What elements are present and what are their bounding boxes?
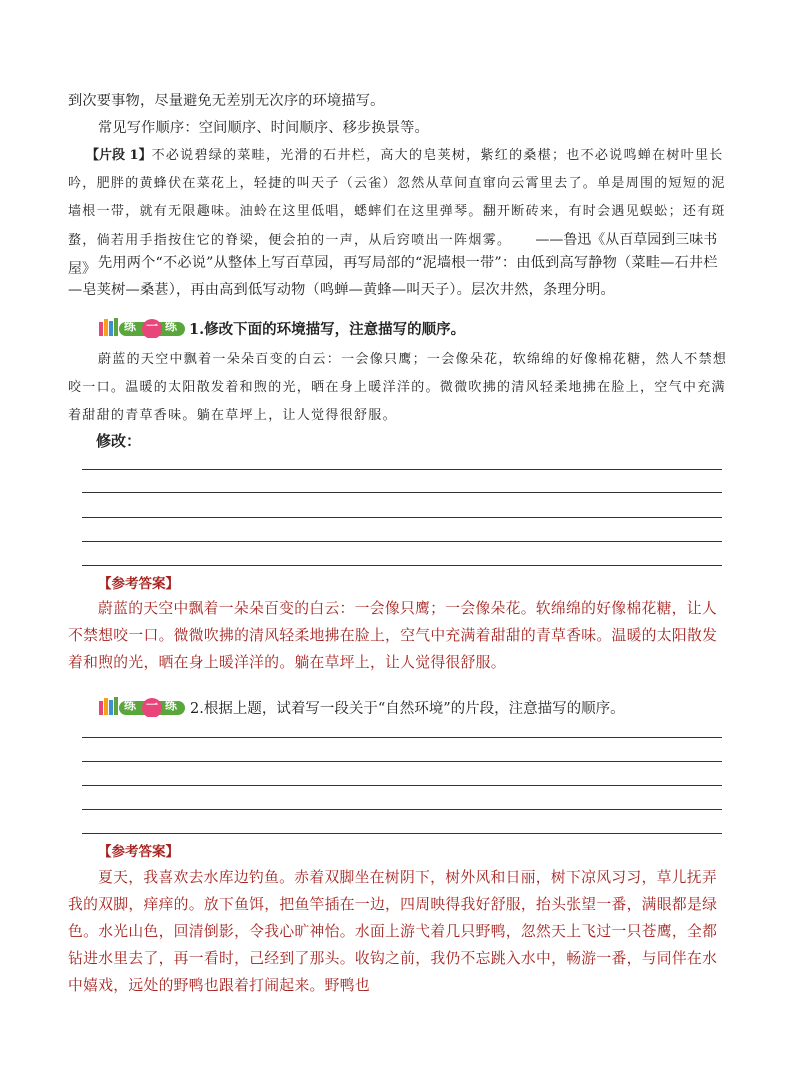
practice-badge: [97, 316, 185, 336]
fragment-label: 【片段 1】: [86, 148, 152, 163]
answer-line[interactable]: [82, 737, 722, 738]
badge-text-2: 一: [146, 698, 159, 712]
fragment-source: ——鲁迅《从百草园到三味书屋》: [68, 232, 718, 277]
answer-1-title: 【参考答案】: [98, 576, 179, 592]
intro-line-1: 到次要事物，尽量避免无差别无次序的环境描写。: [68, 93, 385, 109]
question-1-title: 1.修改下面的环境描写，注意描写的顺序。: [189, 321, 466, 338]
analysis-paragraph: 先用两个“不必说”从整体上写百草园，再写局部的“泥墙根一带”：由低到高写静物（菜畦—石井栏—皂荚树—桑葚），再由高到低写动物（鸣蝉—黄蜂—叫天子）。层次井然，条理分明。: [68, 255, 718, 298]
answer-line[interactable]: [82, 492, 722, 493]
fix-label: 修改：: [96, 432, 142, 450]
badge-text-2: 一: [146, 319, 159, 333]
answer-line[interactable]: [82, 565, 722, 566]
answer-1-text: 蔚蓝的天空中飘着一朵朵百变的白云：一会像只鹰；一会像朵花。软绵绵的好像棉花糖，让人不禁想咬一口。微微吹拂的清风轻柔地拂在脸上，空气中充满着甜甜的青草香味。温暖的太阳散发着和煦的光，晒在身上暖洋洋的。躺在草坪上，让人觉得很舒服。: [68, 600, 718, 671]
answer-2-text: 夏天，我喜欢去水库边钓鱼。赤着双脚坐在树阴下，树外风和日丽，树下凉风习习，草儿抚弄我的双脚，痒痒的。放下鱼饵，把鱼竿插在一边，四周映得我好舒服，抬头张望一番，满眼都是绿色。水光山色，回清倒影，令我心旷神怡。水面上游弋着几只野鸭，忽然天上飞过一只苍鹰，全都钻进水里去了，再一看时，己经到了那头。收钩之前，我仍不忘跳入水中，畅游一番，与同伴在水中嬉戏，远处的野鸭也跟着打闹起来。野鸭也: [68, 869, 718, 994]
badge-text-1: 练: [124, 319, 137, 333]
answer-line[interactable]: [82, 469, 722, 470]
badge-text-3: 练: [165, 319, 178, 333]
answer-2-title: 【参考答案】: [98, 844, 179, 860]
answer-line[interactable]: [82, 517, 722, 518]
answer-line[interactable]: [82, 833, 722, 834]
answer-line[interactable]: [82, 785, 722, 786]
question-1-text: 蔚蓝的天空中飘着一朵朵百变的白云：一会像只鹰；一会像朵花，软绵绵的好像棉花糖，然人不禁想咬一口。温暖的太阳散发着和煦的光，晒在身上暖洋洋的。微微吹拂的清风轻柔地拂在脸上，空气中充满着甜甜的青草香味。躺在草坪上，让人觉得很舒服。: [68, 352, 728, 423]
fragment-text: 不必说碧绿的菜畦，光滑的石井栏，高大的皂荚树，紫红的桑椹；也不必说鸣蝉在树叶里长吟，肥胖的黄蜂伏在菜花上，轻捷的叫天子（云雀）忽然从草间直窜向云霄里去了。单是周围的短短的泥墙根一带，就有无限趣味。油蛉在这里低唱，蟋蟀们在这里弹琴。翻开断砖来，有时会遇见蜈蚣；还有斑蝥，倘若用手指按住它的脊梁，便会拍的一声，从后窍喷出一阵烟雾。: [68, 148, 726, 248]
answer-line[interactable]: [82, 809, 722, 810]
badge-text-3: 练: [165, 698, 178, 712]
answer-line[interactable]: [82, 541, 722, 542]
practice-badge: [97, 695, 185, 715]
answer-line[interactable]: [82, 761, 722, 762]
question-2-title: 2.根据上题，试着写一段关于“自然环境”的片段，注意描写的顺序。: [190, 701, 625, 717]
badge-text-1: 练: [124, 698, 137, 712]
intro-line-2: 常见写作顺序：空间顺序、时间顺序、移步换景等。: [98, 120, 429, 136]
